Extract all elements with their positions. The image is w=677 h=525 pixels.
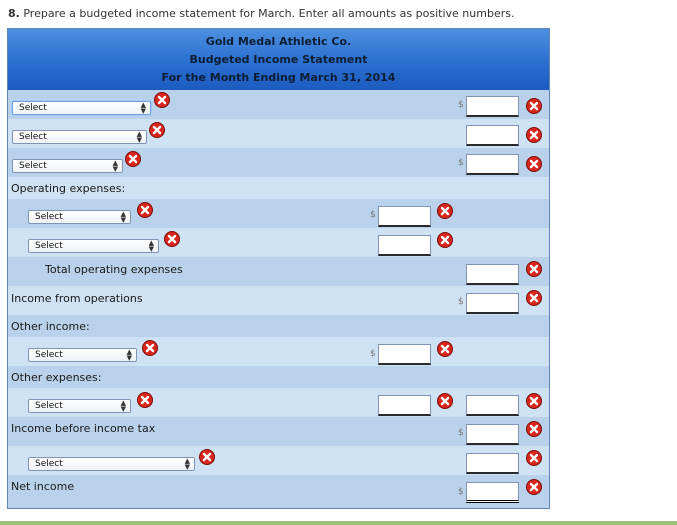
other-expenses-label: Other expenses: (11, 371, 102, 384)
select-dropdown[interactable] (28, 457, 195, 471)
instruction (8, 7, 514, 20)
question-number: 8. (8, 7, 20, 20)
select-label: Select (35, 241, 63, 251)
amount-input[interactable] (466, 264, 519, 285)
red-x-icon (526, 261, 542, 277)
amount-input[interactable] (378, 235, 431, 256)
select-label: Select (19, 103, 47, 113)
operating-expenses-label: Operating expenses: (11, 182, 126, 195)
dollar-sign: $ (458, 158, 464, 168)
income-statement-form (7, 28, 550, 509)
dollar-sign: $ (458, 297, 464, 307)
page-bottom-rule (0, 521, 677, 525)
amount-input[interactable] (378, 395, 431, 416)
dollar-sign: $ (458, 100, 464, 110)
select-dropdown[interactable] (28, 399, 131, 413)
red-x-icon (437, 341, 453, 357)
red-x-icon (437, 232, 453, 248)
select-dropdown[interactable] (28, 348, 137, 362)
amount-input[interactable] (466, 125, 519, 146)
updown-arrows-icon: ▲ ▼ (140, 101, 146, 115)
red-x-icon (142, 340, 158, 356)
dollar-sign: $ (458, 487, 464, 497)
red-x-icon (526, 479, 542, 495)
red-x-icon (526, 450, 542, 466)
select-dropdown[interactable] (12, 101, 151, 115)
red-x-icon (154, 92, 170, 108)
select-label: Select (19, 132, 47, 142)
red-x-icon (137, 202, 153, 218)
red-x-icon (526, 393, 542, 409)
net-income-label: Net income (11, 480, 75, 493)
red-x-icon (149, 122, 165, 138)
amount-input[interactable] (378, 206, 431, 227)
amount-input[interactable] (378, 344, 431, 365)
red-x-icon (437, 203, 453, 219)
select-dropdown[interactable] (28, 239, 159, 253)
red-x-icon (437, 393, 453, 409)
red-x-icon (199, 449, 215, 465)
red-x-icon (526, 156, 542, 172)
select-label: Select (35, 212, 63, 222)
updown-arrows-icon: ▲ ▼ (120, 399, 126, 413)
red-x-icon (164, 231, 180, 247)
other-income-label: Other income: (11, 320, 90, 333)
amount-input[interactable] (466, 96, 519, 117)
red-x-icon (125, 151, 141, 167)
red-x-icon (526, 421, 542, 437)
net-income-input[interactable] (466, 482, 519, 503)
updown-arrows-icon: ▲ ▼ (136, 130, 142, 144)
amount-input[interactable] (466, 424, 519, 445)
income-before-tax-label: Income before income tax (11, 422, 156, 435)
updown-arrows-icon: ▲ ▼ (148, 239, 154, 253)
amount-input[interactable] (466, 154, 519, 175)
amount-input[interactable] (466, 293, 519, 314)
total-operating-expenses-label: Total operating expenses (45, 263, 183, 276)
company-name: Gold Medal Athletic Co. (205, 35, 352, 48)
amount-input[interactable] (466, 453, 519, 474)
question-text: Prepare a budgeted income statement for March. Enter all amounts as positive numbers. (23, 7, 515, 20)
select-label: Select (35, 459, 63, 469)
red-x-icon (526, 98, 542, 114)
income-from-operations-label: Income from operations (11, 292, 143, 305)
select-dropdown[interactable] (12, 130, 147, 144)
red-x-icon (526, 290, 542, 306)
updown-arrows-icon: ▲ ▼ (184, 457, 190, 471)
dollar-sign: $ (458, 428, 464, 438)
select-dropdown[interactable] (12, 159, 123, 173)
red-x-icon (526, 127, 542, 143)
red-x-icon (137, 392, 153, 408)
statement-period: For the Month Ending March 31, 2014 (161, 71, 396, 84)
dollar-sign: $ (370, 210, 376, 220)
updown-arrows-icon: ▲ ▼ (112, 159, 118, 173)
dollar-sign: $ (370, 349, 376, 359)
select-label: Select (35, 350, 63, 360)
statement-header (8, 29, 549, 91)
select-label: Select (19, 161, 47, 171)
updown-arrows-icon: ▲ ▼ (126, 348, 132, 362)
select-label: Select (35, 401, 63, 411)
amount-input[interactable] (466, 395, 519, 416)
select-dropdown[interactable] (28, 210, 131, 224)
statement-title: Budgeted Income Statement (189, 53, 368, 66)
updown-arrows-icon: ▲ ▼ (120, 210, 126, 224)
